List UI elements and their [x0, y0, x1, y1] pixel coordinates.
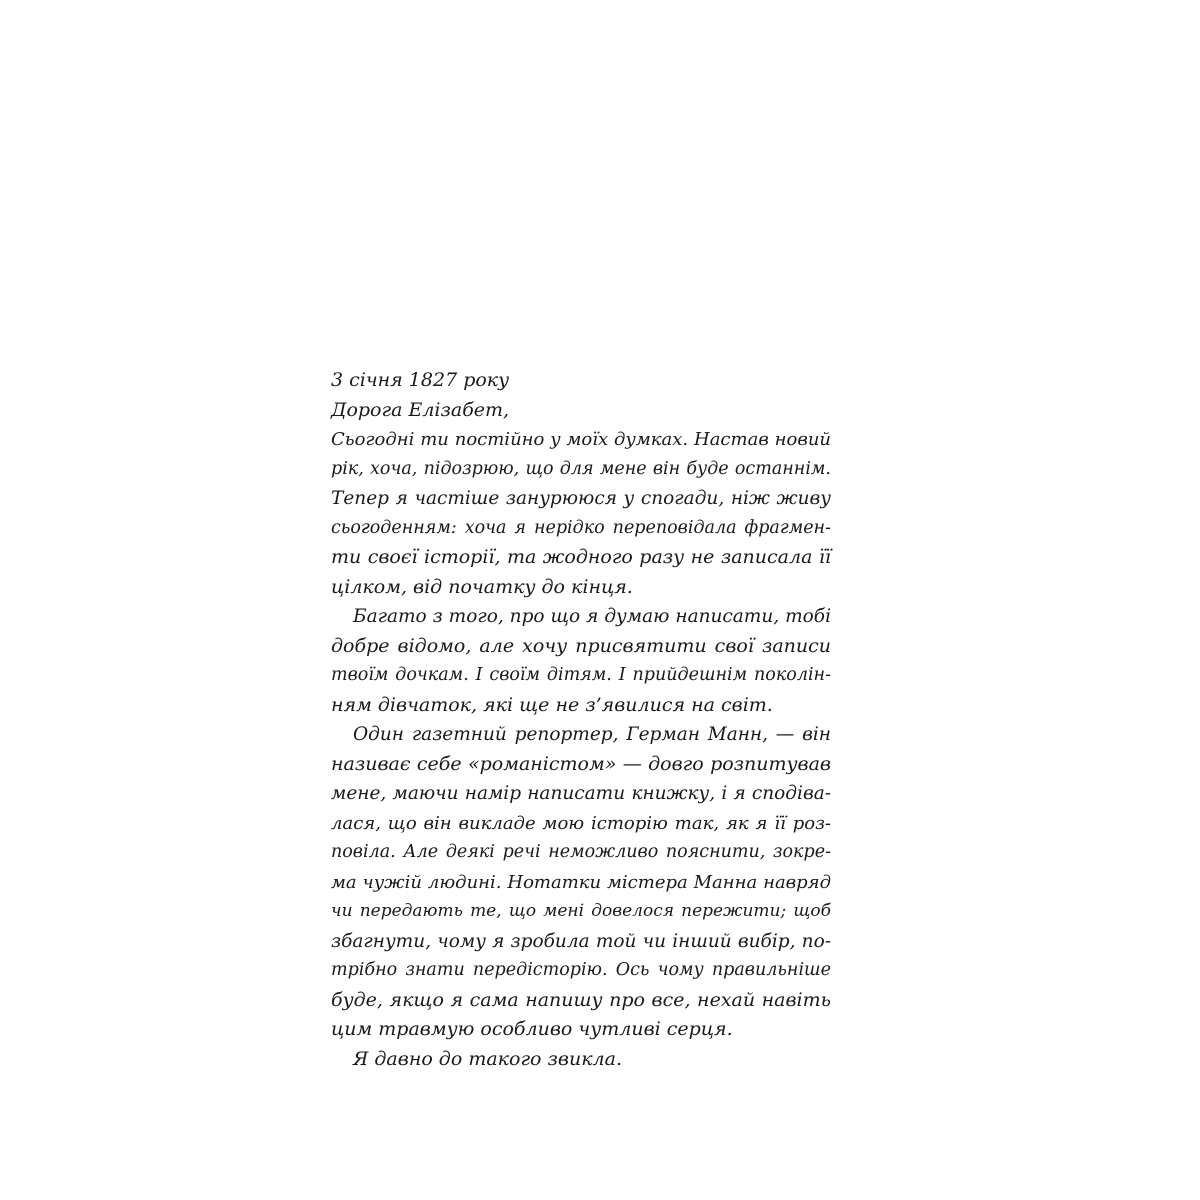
- text-line: цілком, від початку до кінця.: [331, 575, 633, 598]
- text-line: рік, хоча, підозрюю, що для мене він буде останнім.: [331, 458, 831, 479]
- text-line: буде, якщо я сама напишу про все, нехай навіть: [331, 988, 831, 1011]
- text-line: збагнути, чому я зробила той чи інший вибір, по-: [331, 930, 831, 952]
- text-line: сьогоденням: хоча я нерідко переповідала фрагмен-: [331, 517, 831, 538]
- text-line: добре відомо, але хочу присвятити свої записи: [331, 634, 831, 657]
- text-line: Багато з того, про що я думаю написати, тобі: [353, 606, 831, 627]
- letter-date: 3 січня 1827 року: [331, 369, 510, 391]
- text-line: називає себе «романістом» — довго розпитував: [331, 752, 831, 775]
- text-line: ма чужій людині. Нотатки містера Манна навряд: [331, 871, 831, 893]
- text-line: твоїм дочкам. І своїм дітям. І прийдешнім поколін-: [331, 665, 831, 685]
- text-line: ням дівчаток, які ще не з’явилися на світ.: [331, 693, 773, 716]
- letter-text: [331, 366, 831, 1074]
- text-line: лася, що він викладе мою історію так, як я її роз-: [331, 812, 831, 834]
- text-line: ти своєї історії, та жодного разу не записала її: [331, 546, 831, 568]
- text-line: Я давно до такого звикла.: [353, 1047, 623, 1070]
- text-line: мене, маючи намір написати книжку, і я сподіва-: [331, 783, 831, 804]
- letter-salutation: Дорога Елізабет,: [331, 398, 510, 421]
- text-line: Один газетний репортер, Герман Манн, — він: [353, 724, 831, 745]
- text-line: повіла. Але деякі речі неможливо пояснити, зокре-: [331, 842, 831, 862]
- text-line: Тепер я частіше занурююся у спогади, ніж живу: [331, 488, 831, 509]
- text-line: чи передають те, що мені довелося пережити; щоб: [331, 901, 831, 921]
- text-line: трібно знати передісторію. Ось чому правильніше: [331, 960, 831, 980]
- text-line: цим травмую особливо чутливі серця.: [331, 1018, 733, 1040]
- text-line: Сьогодні ти постійно у моїх думках. Настав новий: [331, 429, 831, 450]
